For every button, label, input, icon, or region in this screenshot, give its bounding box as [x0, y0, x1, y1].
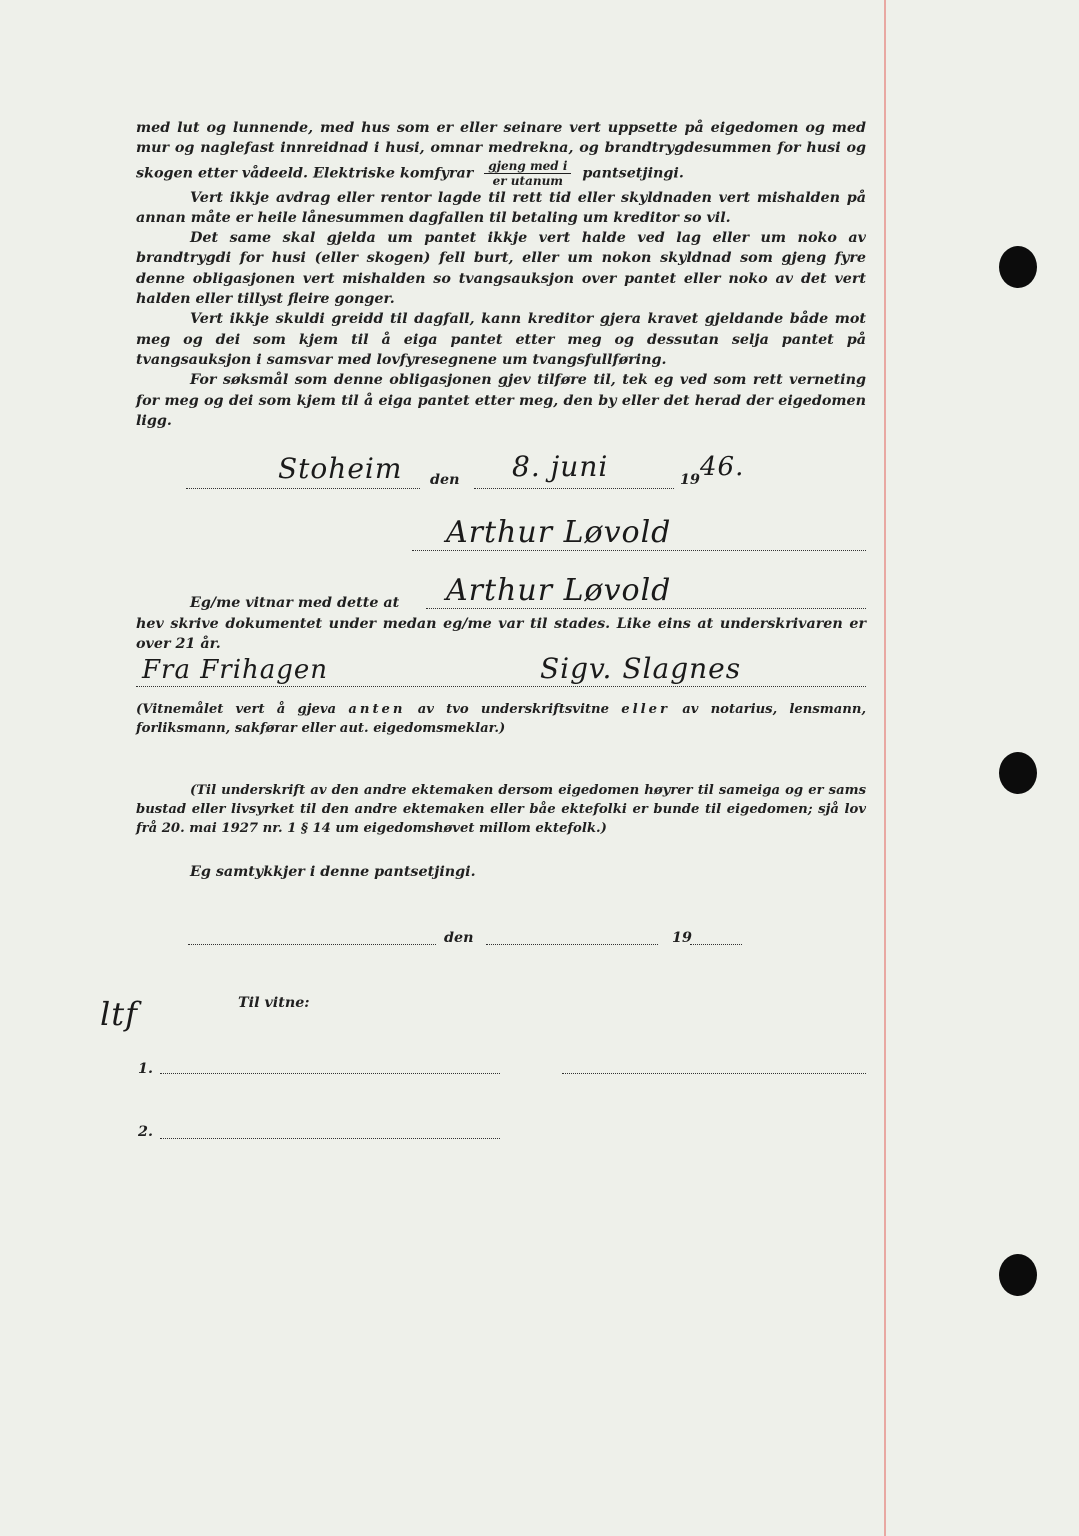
- place-line: [186, 488, 420, 489]
- borrower-signature: Arthur Løvold: [446, 515, 672, 550]
- paragraph-default: Vert ikkje avdrag eller rentor lagde til rett tid eller skyldnaden vert mishalden på annan måte er heile lånesummen dagfallen til betaling um kreditor so vil.: [136, 189, 866, 226]
- handwritten-mark: ltf: [100, 995, 138, 1033]
- til-vitne-label: Til vitne:: [238, 995, 310, 1011]
- spouse-note: (Til underskrift av den andre ektemaken dersom eigedomen høyrer til sameiga og er sams bustad eller livsyrket til den andre ektemaken eller båe ektefolki er bunde til eigedomen; sjå lov frå 20. mai 1927 nr. 1 § 14 um eigedomshøvet millom ektefolk.): [136, 783, 866, 836]
- witness-lead: Eg/me vitnar med dette at: [190, 595, 400, 611]
- witness-2-line: [160, 1138, 500, 1139]
- spouse-place-line: [188, 944, 436, 945]
- spouse-year-prefix: 19: [672, 930, 692, 946]
- paragraph-venue: For søksmål som denne obligasjonen gjev tilføre til, tek eg ved som rett verneting for meg og dei som kjem til å eiga pantet etter meg, den by eller det herad der eigedomen ligg.: [136, 372, 866, 429]
- witness-1-line: [160, 1073, 500, 1074]
- witness-number-2: 2.: [138, 1124, 153, 1140]
- fraction-choice: $\frac{\text{gjeng med i}}{\text{er utanum}}$: [484, 159, 571, 188]
- paragraph-insurance: Det same skal gjelda um pantet ikkje vert halde ved lag eller um noko av brandtrygdi for husi (eller skogen) fell burt, eller um nokon skyldnad som gjeng fyre denne obligasjonen vert mishalden so tvangsauksjon over pantet eller noko av det vert halden eller tillyst fleire gonger.: [136, 230, 866, 308]
- paragraph-property: med lut og lunnende, med hus som er eller seinare vert uppsette på eigedomen og med mur og naglefast innreidnad i husi, omnar medrekna, og brandtrygdesummen for husi og skogen etter vådeeld. Elektriske komfyrar $\frac{\text{gjeng med i}}{\text{er utanum}}$ pantsetjingi.: [136, 120, 866, 188]
- witness-number-1: 1.: [138, 1061, 153, 1077]
- witness-note: (Vitnemålet vert å gjeva anten av tvo underskriftsvitne eller av notarius, lensmann, forliksmann, sakførar eller aut. eigedomsmeklar.): [136, 702, 867, 736]
- den-label: den: [430, 472, 460, 488]
- paragraph-due-date: Vert ikkje skuldi greidd til dagfall, kann kreditor gjera kravet gjeldande både mot meg og dei som kjem til å eiga pantet etter meg og dessutan selja pantet på tvangsauksjon i samsvar med lovfyresegnene um tvangsfullføring.: [136, 311, 866, 368]
- spouse-consent: Eg samtykkjer i denne pantsetjingi.: [190, 864, 476, 880]
- spouse-date-line: [486, 944, 658, 945]
- witness-2-signature: Sigv. Slagnes: [540, 652, 742, 685]
- punch-hole: [999, 246, 1037, 288]
- year-prefix: 19: [680, 472, 700, 488]
- red-margin-line: [884, 0, 886, 1536]
- date-handwritten: 8. juni: [512, 450, 609, 483]
- punch-hole: [999, 752, 1037, 794]
- witnesses-line: [136, 686, 866, 687]
- signature-line: [412, 550, 866, 551]
- witnessed-signature: Arthur Løvold: [446, 573, 672, 608]
- witness-1-extra-line: [562, 1073, 866, 1074]
- spouse-den-label: den: [444, 930, 474, 946]
- place-handwritten: Stoheim: [278, 452, 403, 485]
- mortgage-terms: [136, 118, 866, 431]
- witness-1-signature: Fra Frihagen: [142, 655, 329, 685]
- date-line: [474, 488, 674, 489]
- year-handwritten: 46.: [700, 452, 745, 482]
- witness-name-line: [426, 608, 866, 609]
- spouse-year-line: [690, 944, 742, 945]
- punch-hole: [999, 1254, 1037, 1296]
- witness-statement: hev skrive dokumentet under medan eg/me var til stades. Like eins at underskrivaren er over 21 år.: [136, 616, 866, 652]
